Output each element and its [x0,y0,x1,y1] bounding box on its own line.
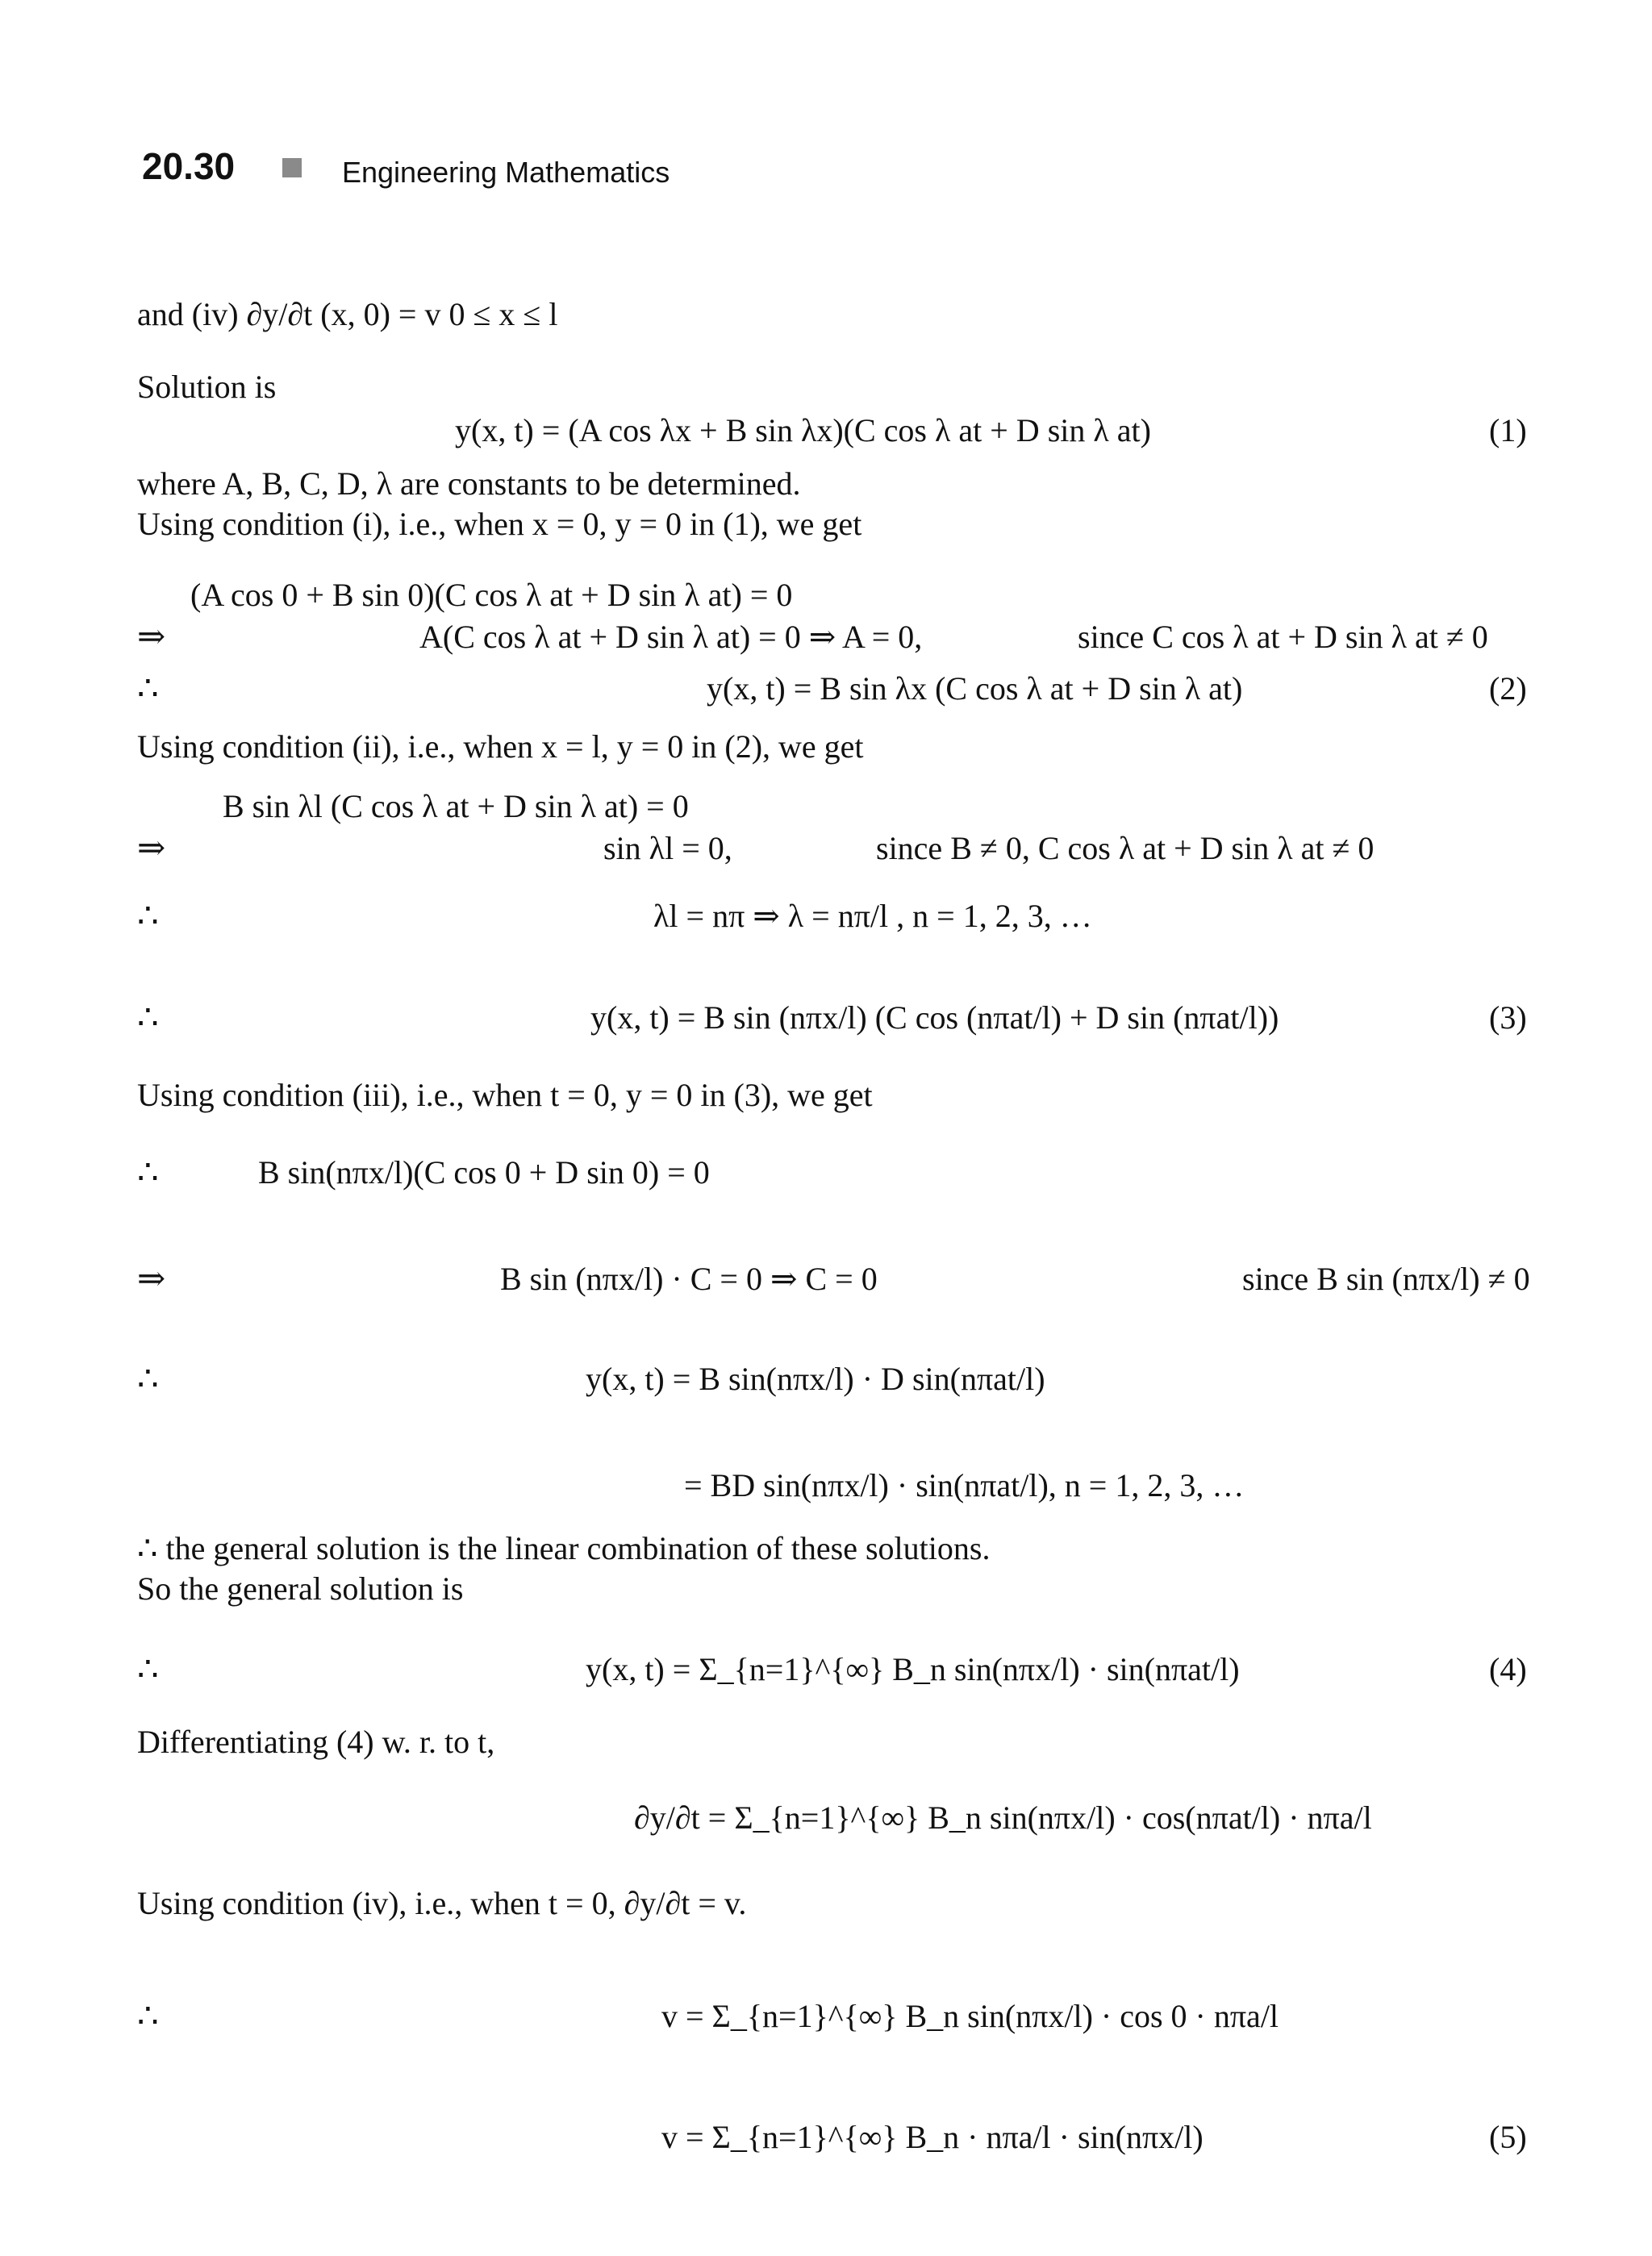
equation-condition: since C cos λ at + D sin λ at ≠ 0 [1078,619,1488,655]
equation-general-series: y(x, t) = Σ_{n=1}^{∞} B_n sin(nπx/l) · sin(nπat/l) [586,1651,1240,1687]
equation-number-2: (2) [1489,670,1527,707]
equation-condition: since B ≠ 0, C cos λ at + D sin λ at ≠ 0 [876,830,1375,866]
condition-ii-text: Using condition (ii), i.e., when x = l, y = 0 in (2), we get [137,728,864,765]
therefore-symbol: ∴ [137,898,159,935]
implies-symbol: ⇒ [137,619,166,656]
therefore-symbol: ∴ [137,1361,159,1398]
equation-step: y(x, t) = B sin (nπx/l) (C cos (nπat/l) + D sin (nπat/l)) [590,999,1279,1036]
equation-step: y(x, t) = B sin λx (C cos λ at + D sin λ at) [707,670,1243,707]
equation-step: v = Σ_{n=1}^{∞} B_n sin(nπx/l) · cos 0 · nπa/l [661,1998,1279,2034]
therefore-symbol: ∴ [137,1154,159,1191]
equation-number-3: (3) [1489,999,1527,1036]
equation-step: B sin(nπx/l)(C cos 0 + D sin 0) = 0 [258,1154,710,1191]
equation-number-1: (1) [1489,412,1527,448]
page-number: 20.30 [142,145,236,187]
equation-condition: since B sin (nπx/l) ≠ 0 [1242,1261,1530,1297]
equation-step: (A cos 0 + B sin 0)(C cos λ at + D sin λ at) = 0 [190,577,793,613]
therefore-symbol: ∴ [137,1651,159,1688]
equation-step: = BD sin(nπx/l) · sin(nπat/l), n = 1, 2, 3, … [684,1467,1245,1503]
solution-intro: Solution is [137,369,277,405]
condition-iii-text: Using condition (iii), i.e., when t = 0, y = 0 in (3), we get [137,1077,873,1113]
constants-note: where A, B, C, D, λ are constants to be determined. [137,465,801,502]
equation-step: sin λl = 0, [603,830,732,866]
equation-step: λl = nπ ⇒ λ = nπ/l , n = 1, 2, 3, … [653,898,1092,934]
equation-step: y(x, t) = B sin(nπx/l) · D sin(nπat/l) [586,1361,1045,1397]
book-title: Engineering Mathematics [342,156,670,189]
condition-iv-text: Using condition (iv), i.e., when t = 0, ∂y/∂t = v. [137,1885,747,1921]
general-solution-text: So the general solution is [137,1570,464,1607]
equation-number-4: (4) [1489,1651,1527,1687]
equation-step: B sin (nπx/l) · C = 0 ⇒ C = 0 [500,1261,878,1297]
equation-step: B sin λl (C cos λ at + D sin λ at) = 0 [223,788,689,824]
equation-derivative: ∂y/∂t = Σ_{n=1}^{∞} B_n sin(nπx/l) · cos(nπat/l) · nπa/l [634,1799,1372,1836]
condition-iv: and (iv) ∂y/∂t (x, 0) = v 0 ≤ x ≤ l [137,296,558,332]
therefore-symbol: ∴ [137,670,159,707]
condition-i-text: Using condition (i), i.e., when x = 0, y = 0 in (1), we get [137,506,862,542]
header-square-icon [282,158,302,177]
implies-symbol: ⇒ [137,830,166,867]
equation-fourier: v = Σ_{n=1}^{∞} B_n · nπa/l · sin(nπx/l) [661,2119,1204,2155]
equation-number-5: (5) [1489,2119,1527,2155]
linear-combination-text: ∴ the general solution is the linear combination of these solutions. [137,1530,991,1566]
implies-symbol: ⇒ [137,1261,166,1298]
equation-step: A(C cos λ at + D sin λ at) = 0 ⇒ A = 0, [419,619,923,655]
equation-general: y(x, t) = (A cos λx + B sin λx)(C cos λ at + D sin λ at) [455,412,1151,448]
therefore-symbol: ∴ [137,1998,159,2035]
therefore-symbol: ∴ [137,999,159,1036]
differentiating-text: Differentiating (4) w. r. to t, [137,1724,495,1760]
